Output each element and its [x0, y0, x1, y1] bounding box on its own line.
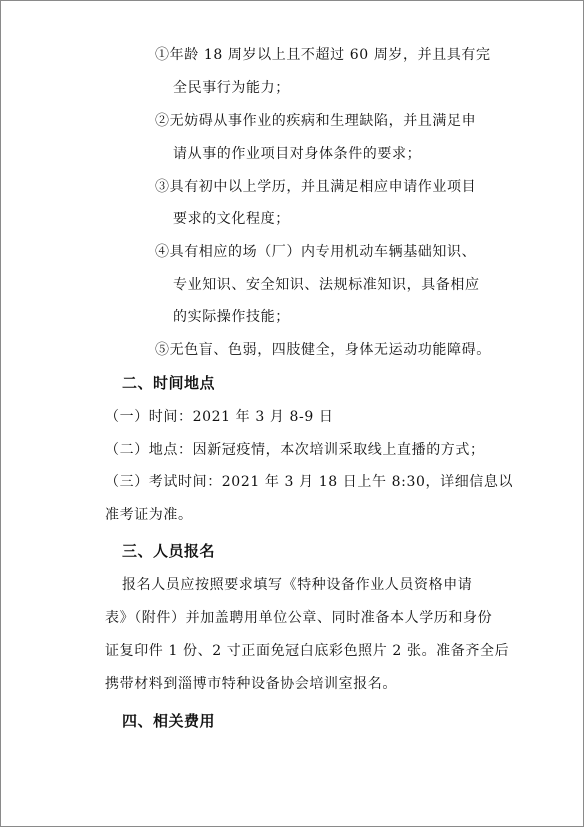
condition-2-line-2: 请从事的作业项目对身体条件的要求；: [173, 146, 422, 162]
condition-5-line-1: ⑤无色盲、色弱，四肢健全，身体无运动功能障碍。: [155, 342, 491, 358]
section2-item-3-line-2: 准考证为准。: [105, 507, 193, 523]
condition-1-line-1: ①年龄 18 周岁以上且不超过 60 周岁，并且具有完: [155, 47, 491, 63]
section2-item-3-line-1: （三）考试时间：2021 年 3 月 18 日上午 8:30，详细信息以: [105, 474, 514, 490]
section2-item-2: （二）地点：因新冠疫情，本次培训采取线上直播的方式；: [105, 442, 485, 458]
section3-paragraph-line-2: 表》（附件）并加盖聘用单位公章、同时准备本人学历和身份: [105, 610, 493, 626]
section-heading-fees: 四、相关费用: [122, 712, 216, 730]
condition-2-line-1: ②无妨碍从事作业的疾病和生理缺陷，并且满足申: [155, 113, 477, 129]
section3-paragraph-line-4: 携带材料到淄博市特种设备协会培训室报名。: [105, 676, 397, 692]
condition-4-line-2: 专业知识、安全知识、法规标准知识，具备相应: [173, 277, 480, 293]
condition-3-line-2: 要求的文化程度；: [173, 211, 290, 227]
condition-4-line-3: 的实际操作技能；: [173, 309, 290, 325]
condition-3-line-1: ③具有初中以上学历，并且满足相应申请作业项目: [155, 179, 477, 195]
section-heading-time-place: 二、时间地点: [122, 374, 216, 392]
section3-paragraph-line-1: 报名人员应按照要求填写《特种设备作业人员资格申请: [122, 577, 473, 593]
condition-4-line-1: ④具有相应的场（厂）内专用机动车辆基础知识、: [155, 244, 477, 260]
section2-item-1: （一）时间：2021 年 3 月 8-9 日: [105, 409, 334, 425]
section-heading-registration: 三、人员报名: [122, 542, 216, 560]
condition-1-line-2: 全民事行为能力；: [173, 80, 290, 96]
section3-paragraph-line-3: 证复印件 1 份、2 寸正面免冠白底彩色照片 2 张。准备齐全后: [105, 643, 510, 659]
